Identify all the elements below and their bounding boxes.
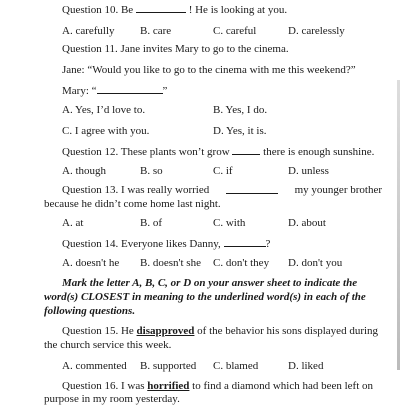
q14-text-after: ? [265, 238, 271, 250]
answer-blank [232, 145, 260, 155]
instruction-line-1: Mark the letter A, B, C, or D on your answer sheet to indicate the [62, 277, 358, 289]
q10-text-before: Question 10. Be [62, 4, 136, 16]
q13-text-after: my younger brother [294, 184, 382, 196]
q12-option-c: C. if [213, 165, 233, 177]
q12-text-before: Question 12. These plants won’t grow [62, 146, 233, 158]
q14-option-a: A. doesn't he [62, 257, 120, 269]
answer-blank [226, 184, 278, 194]
question-12-stem [62, 145, 374, 159]
question-13-stem [62, 184, 382, 197]
q12-option-d: D. unless [288, 165, 329, 177]
q15-stem-line2: the church service this week. [44, 339, 172, 351]
answer-blank [136, 3, 186, 13]
question-15-stem [62, 325, 378, 338]
q12-option-a: A. though [62, 165, 106, 177]
question-10-stem [62, 3, 287, 17]
q15-option-b: B. supported [140, 360, 197, 372]
q13-option-b: B. of [140, 217, 162, 229]
q15-option-a: A. commented [62, 360, 127, 372]
q12-text-after: there is enough sunshine. [260, 146, 375, 158]
q14-option-b: B. doesn't she [140, 257, 201, 269]
question-11-stem: Question 11. Jane invites Mary to go to the cinema. [62, 43, 289, 55]
instruction-line-2: word(s) CLOSEST in meaning to the underlined word(s) in each of the [44, 291, 366, 303]
question-16-stem [62, 380, 373, 393]
q12-option-b: B. so [140, 165, 163, 177]
q16-stem-line2: purpose in my room yesterday. [44, 393, 180, 405]
q14-text-before: Question 14. Everyone likes Danny, [62, 238, 224, 250]
q11-mary-before: Mary: “ [62, 85, 97, 97]
q10-option-c: C. careful [213, 25, 257, 37]
q11-mary-after: ” [162, 85, 168, 97]
q16-text-after: to find a diamond which had been left on [189, 380, 374, 392]
q13-text-before: Question 13. I was really worried [62, 184, 210, 196]
q13-option-c: C. with [213, 217, 246, 229]
q10-option-d: D. carelessly [288, 25, 345, 37]
q10-option-b: B. care [140, 25, 172, 37]
q10-text-after: ! He is looking at you. [185, 4, 288, 16]
q16-text-before: Question 16. I was [62, 380, 148, 392]
answer-blank [97, 84, 163, 94]
q14-option-d: D. don't you [288, 257, 343, 269]
q11-option-a: A. Yes, I’d love to. [62, 104, 146, 116]
q11-mary-line [62, 84, 167, 98]
q16-underlined-word: horrified [147, 380, 190, 392]
q11-option-b: B. Yes, I do. [213, 104, 268, 116]
q11-jane-line: Jane: “Would you like to go to the cinema with me this weekend?” [62, 64, 356, 76]
q14-option-c: C. don't they [213, 257, 270, 269]
q13-stem-line2: because he didn’t come home last night. [44, 198, 221, 210]
q15-option-d: D. liked [288, 360, 324, 372]
q10-option-a: A. carefully [62, 25, 115, 37]
q11-option-c: C. I agree with you. [62, 125, 150, 137]
question-14-stem [62, 237, 270, 251]
answer-blank [224, 237, 266, 247]
instruction-line-3: following questions. [44, 305, 136, 317]
q15-text-after: of the behavior his sons displayed during [194, 325, 379, 337]
q15-option-c: C. blamed [213, 360, 259, 372]
q11-option-d: D. Yes, it is. [213, 125, 267, 137]
q13-option-a: A. at [62, 217, 84, 229]
q15-underlined-word: disapproved [136, 325, 195, 337]
q13-option-d: D. about [288, 217, 326, 229]
q15-text-before: Question 15. He [62, 325, 137, 337]
